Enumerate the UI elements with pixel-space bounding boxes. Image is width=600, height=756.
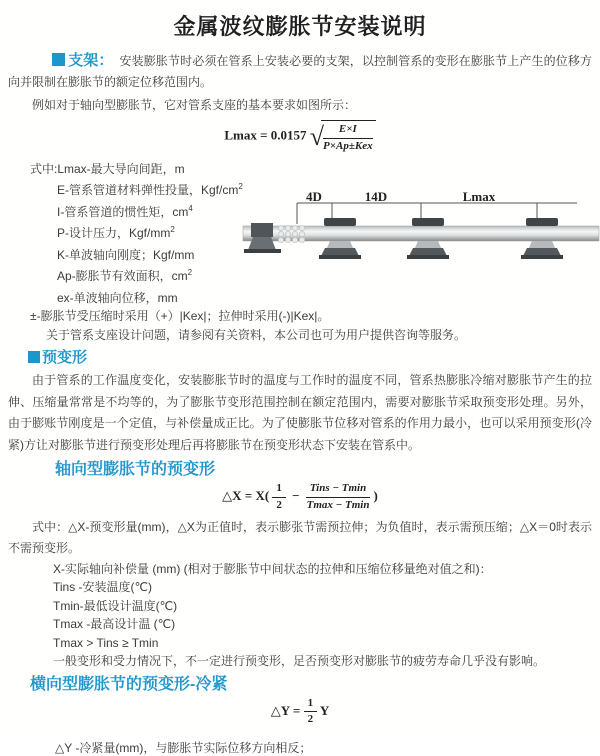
- page-title: 金属波纹膨胀节安装说明: [173, 14, 427, 39]
- definition-item: K-单波轴向刚度；Kgf/mm: [57, 247, 195, 262]
- axial-subheading: 轴向型膨胀节的预变形: [55, 461, 216, 478]
- definition-item: E-管系管道材料弹性投量，Kgf/$cm^2$: [57, 182, 243, 197]
- cold-tightening-note: △Y -冷紧量(mm)，与膨胀节实际位移方向相反；: [55, 741, 312, 755]
- blue-square-icon: [28, 351, 40, 363]
- support-section-label: [52, 54, 119, 68]
- axial-formula: △X = X( $\frac{1}{2}$ − $\frac{\text{Tins − Tmin}}{Tmax - Tmin}$ ): [222, 482, 378, 511]
- definition-item: I-管系管道的惯性矩，$cm^4$: [57, 203, 193, 219]
- formula-denominator: P×Ap±Kex: [323, 139, 373, 152]
- lateral-formula: △Y = $\frac{1}{2}$ Y: [270, 696, 330, 726]
- axial-formula-note: 式中：△X-预变形量(mm)，△X为正值时，表示膨张节需预拉伸；为负值时，表示需预压缩；△X＝0时表示不需预变形。: [8, 519, 592, 555]
- definition-item: ex-单波轴向位移，mm: [57, 290, 178, 305]
- formula-lhs: Lmax = 0.0157: [224, 127, 307, 143]
- pipe-support-diagram: [243, 189, 599, 277]
- definitions-intro: 式中:Lmax-最大导向间距，m: [30, 161, 185, 176]
- predeform-section-heading: 预变形: [28, 348, 592, 368]
- dim-label-14d: 14D: [364, 189, 388, 204]
- temp-relation: Tmax > Tins ≥ Tmin: [53, 635, 159, 650]
- support-heading: 支架：: [68, 52, 114, 69]
- definition-item: Ap-膨胀节有效面积，$cm^2$: [57, 268, 193, 283]
- definition-item: P-设计压力，Kgf/$mm^2$: [57, 225, 175, 240]
- support-example-text: 例如对于轴向型膨胀节，它对管系支座的基本要求如图所示：: [32, 98, 357, 112]
- consult-note: 关于管系支座设计问题，请参阅有关资料，本公司也可为用户提供咨询等服务。: [46, 327, 467, 342]
- lateral-formula-rhs: Y: [319, 702, 330, 718]
- temp-definition: Tmax -最高设计温 (℃): [53, 617, 176, 631]
- axial-formula-rhs: ): [373, 488, 378, 504]
- lateral-subheading: 横向型膨胀节的预变形-冷紧: [30, 675, 228, 693]
- temp-definition: Tins -安装温度(℃): [53, 580, 153, 594]
- dim-label-lmax: Lmax: [462, 189, 496, 204]
- kex-note: ±-膨胀节受压缩时采用（+）|Kex|；拉伸时采用(-)|Kex|。: [30, 309, 330, 323]
- temp-definition: Tmin-最低设计温度(℃): [53, 598, 178, 613]
- predeform-body: 由于管系的工作温度变化，安装膨胀节时的温度与工作时的温度不同，管系热膨胀冷缩对膨胀节产生的拉伸、压缩量常常是不均等的，为了膨胀节变形范围控制在额定范围内，需要对膨胀节采取预变形处理。另外，由于膨账节刚度是一个定值，与补偿量成正比。为了使膨胀节位移对管系的作用力最小，也可以采用预变形(冷紧)方让对膨胀节进行预变形处理后再将膨胀节在预变形状态下安装在管系中。: [8, 373, 592, 452]
- guide-spacing-formula: [8, 120, 592, 154]
- sqrt-radical-icon: √: [309, 121, 325, 151]
- lateral-formula-lhs: △Y =: [270, 702, 301, 718]
- axial-closing-note: 一般变形和受力情况下，不一定进行预变形，足否预变形对膨胀节的疲劳寿命几乎没有影响。: [53, 654, 546, 668]
- axial-formula-lhs: △X = X(: [222, 488, 270, 504]
- radicand: [321, 120, 376, 154]
- dim-label-4d: 4D: [306, 189, 322, 204]
- support-intro-text: 安装膨胀节时必须在管系上安装必要的支架，以控制管系的变形在膨胀节上产生的位移方向并限制在膨胀节的额定位移范围内。: [8, 54, 592, 89]
- support-paragraph: [8, 50, 592, 93]
- axial-definitions: [53, 560, 592, 671]
- blue-square-icon: [52, 53, 65, 66]
- formula-numerator: E×I: [323, 123, 373, 139]
- x-definition: X-实际轴向补偿量 (mm) (相对于膨胀节中间状态的拉伸和压缩位移量绝对值之和)：: [53, 561, 492, 576]
